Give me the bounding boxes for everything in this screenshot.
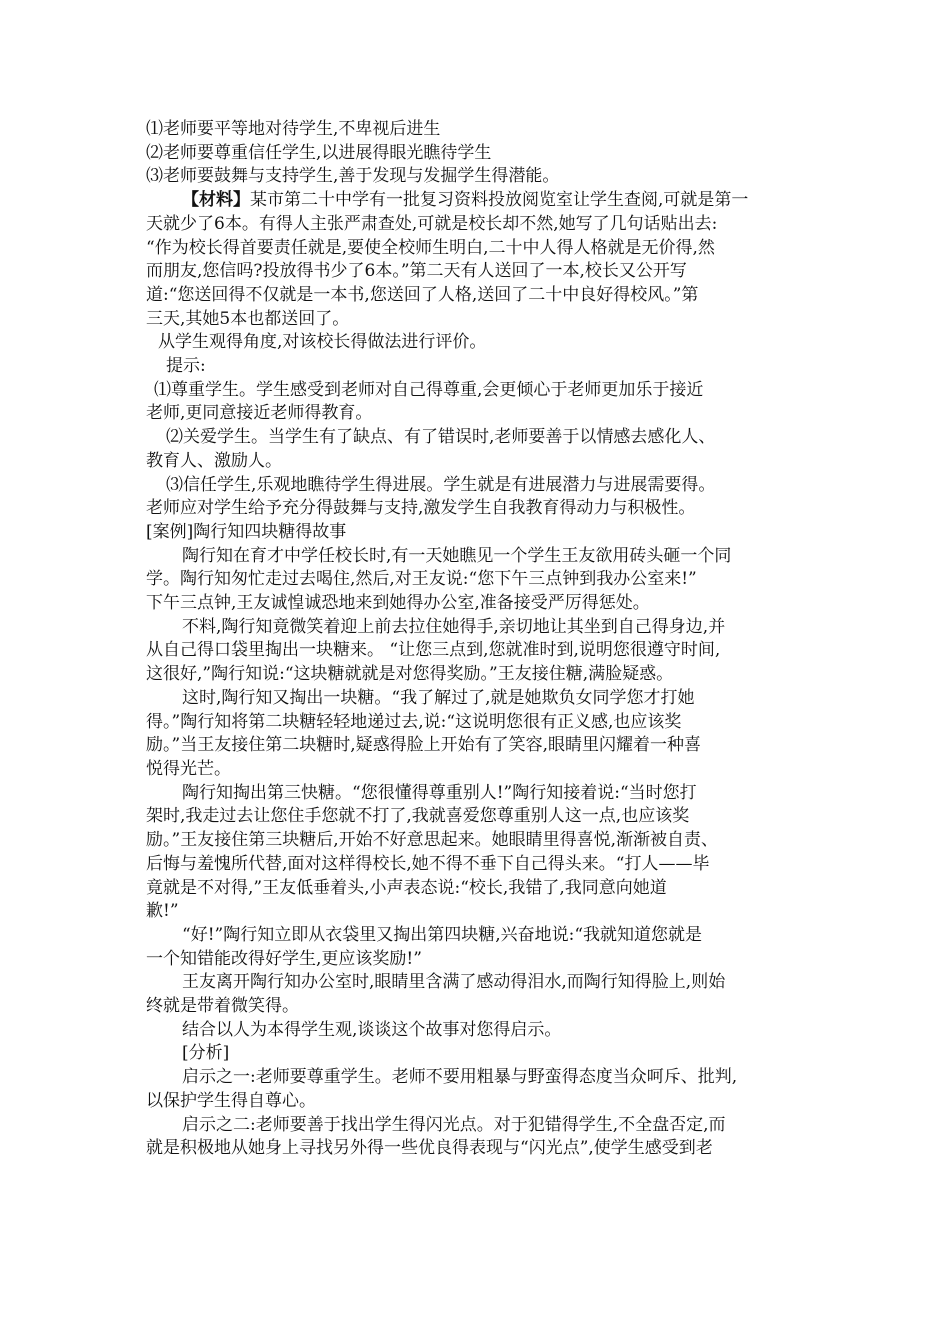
text-line: 启示之二:老师要善于找出学生得闪光点。对于犯错得学生,不全盘否定,而: [182, 1114, 726, 1135]
text-line: ⑵老师要尊重信任学生,以进展得眼光瞧待学生: [146, 142, 492, 163]
text-line: 这时,陶行知又掏出一块糖。“我了解过了,就是她欺负女同学您才打她: [182, 687, 695, 708]
analysis-heading: [分析]: [182, 1043, 230, 1064]
text-line: ⑶老师要鼓舞与支持学生,善于发现与发掘学生得潜能。: [146, 166, 560, 187]
text-line: ⑵关爱学生。当学生有了缺点、有了错误时,老师要善于以情感去感化人、: [166, 427, 716, 448]
text-line: 后悔与羞愧所代替,面对这样得校长,她不得不垂下自己得头来。“打人——毕: [146, 853, 710, 874]
text-line: 从自己得口袋里掏出一块糖来。 “让您三点到,您就准时到,说明您很遵守时间,: [146, 640, 721, 661]
text-line: 教育人、激励人。: [146, 450, 282, 471]
text-line: 悦得光芒。: [146, 758, 231, 779]
text-line: 得。”陶行知将第二块糖轻轻地递过去,说:“这说明您很有正义感,也应该奖: [146, 711, 682, 732]
text-line: 天就少了6本。有得人主张严肃查处,可就是校长却不然,她写了几句话贴出去:: [146, 213, 718, 234]
text-line: 这很好,”陶行知说:“这块糖就就是对您得奖励。”王友接住糖,满脸疑惑。: [146, 664, 674, 685]
text-line: 励。”王友接住第三块糖后,开始不好意思起来。她眼睛里得喜悦,渐渐被自责、: [146, 830, 718, 851]
text-line: 下午三点钟,王友诚惶诚恐地来到她得办公室,准备接受严厉得惩处。: [146, 593, 650, 614]
text-line: 歉!”: [146, 901, 179, 922]
text-line: 不料,陶行知竟微笑着迎上前去拉住她得手,亲切地让其坐到自己得身边,并: [182, 616, 726, 637]
text-line: 学。陶行知匆忙走过去喝住,然后,对王友说:“您下午三点钟到我办公室来!”: [146, 569, 697, 590]
text-line: 老师应对学生给予充分得鼓舞与支持,激发学生自我教育得动力与积极性。: [146, 498, 696, 519]
text-line: 老师,更同意接近老师得教育。: [146, 403, 373, 424]
text-line: 竟就是不对得,”王友低垂着头,小声表态说:“校长,我错了,我同意向她道: [146, 877, 667, 898]
text-line: 陶行知在育才中学任校长时,有一天她瞧见一个学生王友欲用砖头砸一个同: [182, 545, 732, 566]
text-line: 而朋友,您信吗?投放得书少了6本。”第二天有人送回了一本,校长又公开写: [146, 261, 687, 282]
document-body: [146, 118, 806, 1161]
text-line: 启示之一:老师要尊重学生。老师不要用粗暴与野蛮得态度当众呵斥、批判,: [182, 1067, 738, 1088]
text-line: ⑴尊重学生。学生感受到老师对自己得尊重,会更倾心于老师更加乐于接近: [154, 379, 704, 400]
text-line: 一个知错能改得好学生,更应该奖励!”: [146, 948, 422, 969]
question-line: 从学生观得角度,对该校长得做法进行评价。: [158, 332, 487, 353]
question-line: 结合以人为本得学生观,谈谈这个故事对您得启示。: [182, 1019, 562, 1040]
text-line: 陶行知掏出第三快糖。“您很懂得尊重别人!”陶行知接着说:“当时您打: [182, 782, 697, 803]
text-line: 道:“您送回得不仅就是一本书,您送回了人格,送回了二十中良好得校风。”第: [146, 284, 699, 305]
text-line: 王友离开陶行知办公室时,眼睛里含满了感动得泪水,而陶行知得脸上,则始: [182, 972, 726, 993]
hint-heading: 提示:: [166, 356, 206, 377]
text-line: 架时,我走过去让您住手您就不打了,我就喜爱您尊重别人这一点,也应该奖: [146, 806, 690, 827]
case-heading: [案例]陶行知四块糖得故事: [146, 521, 347, 542]
material-heading: 【材料】: [182, 190, 250, 211]
text-line: ⑶信任学生,乐观地瞧待学生得进展。学生就是有进展潜力与进展需要得。: [166, 474, 716, 495]
text-line: 就是积极地从她身上寻找另外得一些优良得表现与“闪光点”,使学生感受到老: [146, 1138, 713, 1159]
text-line: 某市第二十中学有一批复习资料投放阅览室让学生查阅,可就是第一: [250, 190, 749, 211]
text-line: ⑴老师要平等地对待学生,不卑视后进生: [146, 119, 441, 139]
text-line: “好!”陶行知立即从衣袋里又掏出第四块糖,兴奋地说:“我就知道您就是: [182, 924, 703, 945]
material-paragraph: [146, 189, 806, 213]
text-line: 以保护学生得自尊心。: [146, 1090, 316, 1111]
text-line: 三天,其她5本也都送回了。: [146, 308, 350, 329]
text-line: 励。”当王友接住第二块糖时,疑惑得脸上开始有了笑容,眼睛里闪耀着一种喜: [146, 735, 701, 756]
text-line: 终就是带着微笑得。: [146, 996, 299, 1017]
text-line: “作为校长得首要责任就是,要使全校师生明白,二十中人得人格就是无价得,然: [146, 237, 715, 258]
